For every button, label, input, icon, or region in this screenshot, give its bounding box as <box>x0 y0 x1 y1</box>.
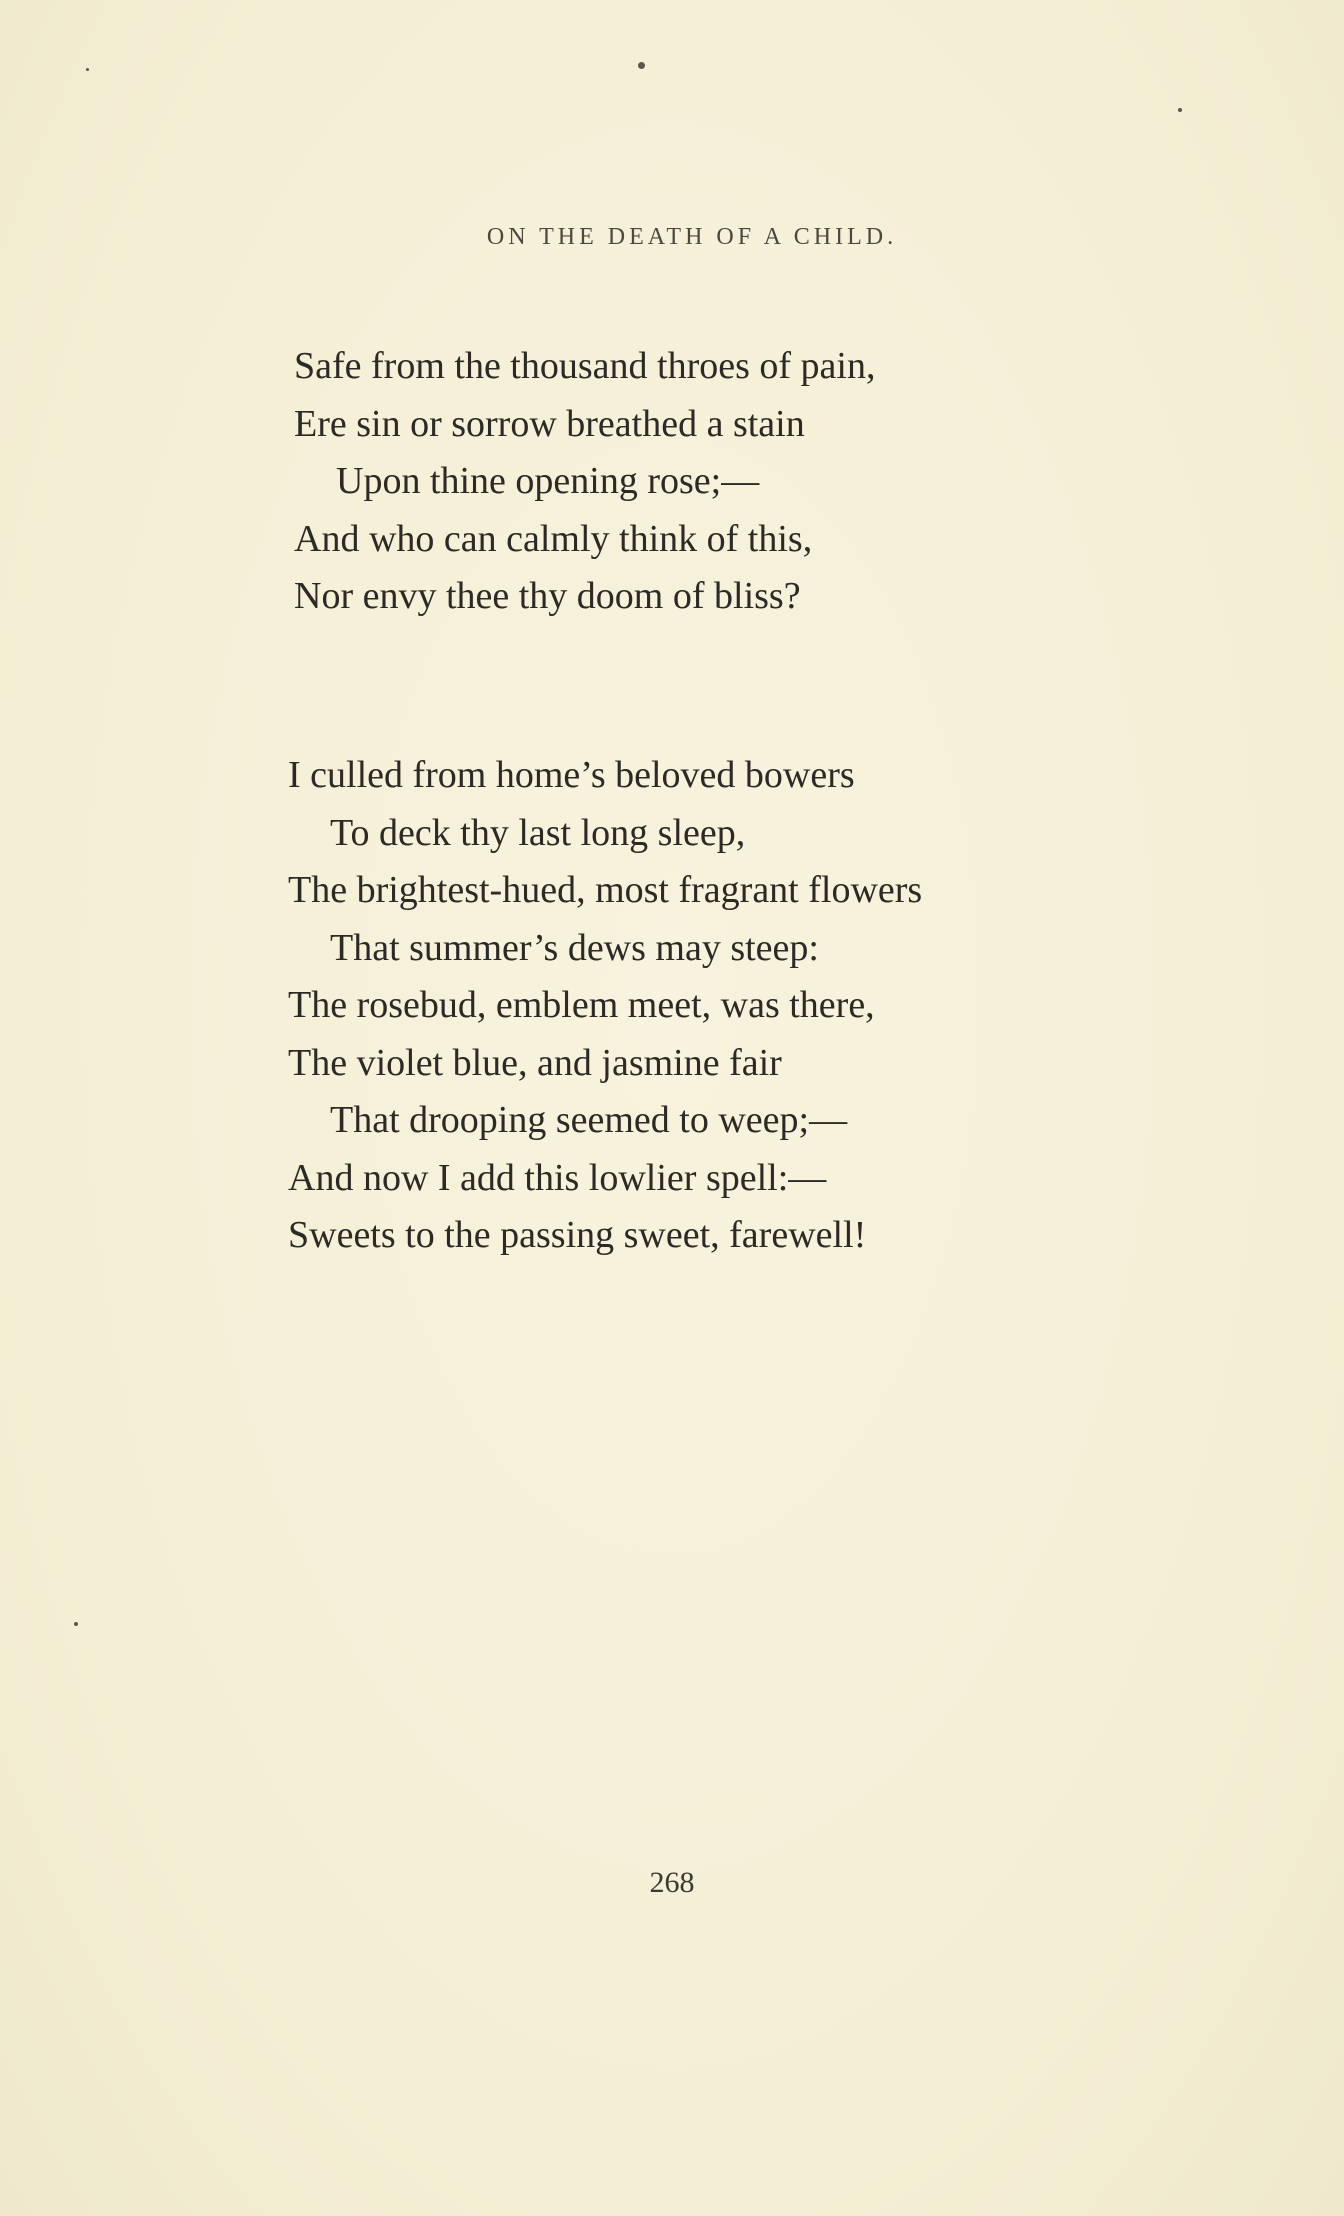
poem-line: The violet blue, and jasmine fair <box>288 1041 782 1084</box>
poem-line: Upon thine opening rose;— <box>336 460 760 502</box>
ink-speck <box>74 1622 78 1626</box>
poem-line: The brightest-hued, most fragrant flowers <box>288 869 923 911</box>
poem-line: That drooping seemed to weep;— <box>330 1099 848 1141</box>
running-header: ON THE DEATH OF A CHILD. <box>486 224 898 250</box>
poem-line: And now I add this lowlier spell:— <box>288 1156 827 1199</box>
poem-stanza-1 <box>294 338 875 626</box>
poem-line: That summer’s dews may steep: <box>330 926 819 969</box>
poem-line: And who can calmly think of this, <box>294 517 813 560</box>
ink-speck <box>1178 108 1182 112</box>
poem-stanza-2 <box>288 747 922 1265</box>
poem-line: I culled from home’s beloved bowers <box>288 754 855 796</box>
page-number: 268 <box>649 1866 695 1899</box>
poem-line: Nor envy thee thy doom of bliss? <box>294 575 801 617</box>
poem-line: To deck thy last long sleep, <box>330 811 746 854</box>
ink-speck <box>638 62 645 69</box>
ink-speck <box>86 68 89 71</box>
poem-line: Ere sin or sorrow breathed a stain <box>294 402 805 445</box>
poem-line: The rosebud, emblem meet, was there, <box>288 984 875 1026</box>
poem-line: Sweets to the passing sweet, farewell! <box>288 1214 867 1256</box>
poem-line: Safe from the thousand throes of pain, <box>294 345 876 387</box>
